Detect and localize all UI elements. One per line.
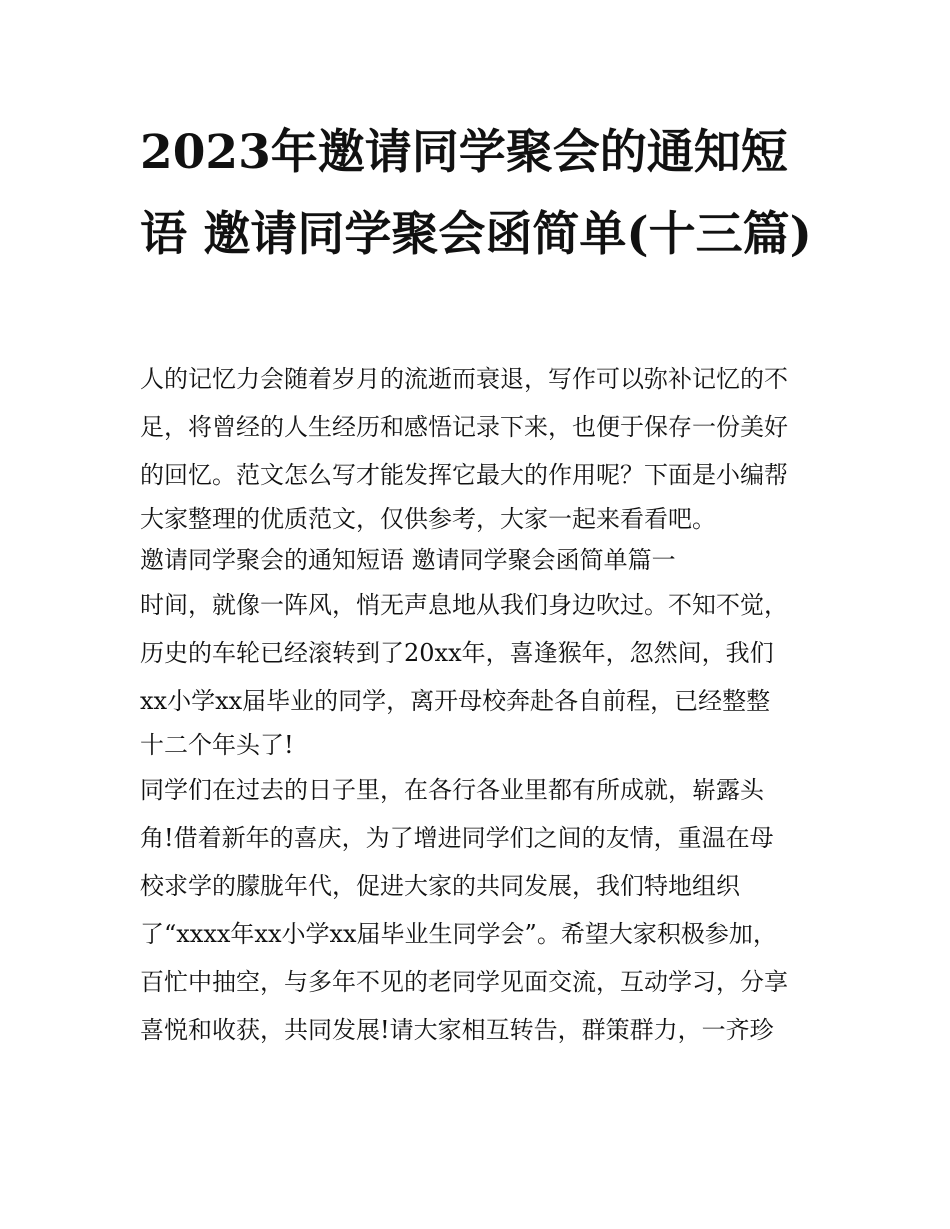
document-title: 2023年邀请同学聚会的通知短语 邀请同学聚会函简单(十三篇) [140,125,812,262]
paragraph-line: 历史的车轮已经滚转到了20xx年，喜逢猴年，忽然间，我们 [140,639,774,667]
paragraph-line: 了“xxxx年xx小学xx届毕业生同学会”。希望大家积极参加， [140,920,777,948]
paragraph-line: 时间，就像一阵风，悄无声息地从我们身边吹过。不知不觉， [140,591,788,619]
paragraph-line: 人的记忆力会随着岁月的流逝而衰退，写作可以弥补记忆的不 [140,365,788,393]
section-heading: 邀请同学聚会的通知短语 邀请同学聚会函简单篇一 [140,546,676,574]
paragraph-line: 大家整理的优质范文，仅供参考，大家一起来看看吧。 [140,505,716,533]
document-body [140,355,830,1054]
paragraph-line: 校求学的朦胧年代，促进大家的共同发展，我们特地组织 [140,872,740,900]
paragraph-line: 同学们在过去的日子里，在各行各业里都有所成就，崭露头 [140,776,764,804]
paragraph-line: 十二个年头了! [140,731,294,759]
paragraph-line: 的回忆。范文怎么写才能发挥它最大的作用呢？下面是小编帮 [140,461,788,489]
paragraph-line: 角!借着新年的喜庆，为了增进同学们之间的友情，重温在母 [140,824,774,852]
paragraph-line: xx小学xx届毕业的同学，离开母校奔赴各自前程，已经整整 [140,687,771,715]
paragraph-line: 足，将曾经的人生经历和感悟记录下来，也便于保存一份美好 [140,413,788,441]
paragraph-line: 喜悦和收获，共同发展!请大家相互转告，群策群力，一齐珍 [140,1016,774,1044]
paragraph-line: 百忙中抽空，与多年不见的老同学见面交流，互动学习，分享 [140,968,788,996]
